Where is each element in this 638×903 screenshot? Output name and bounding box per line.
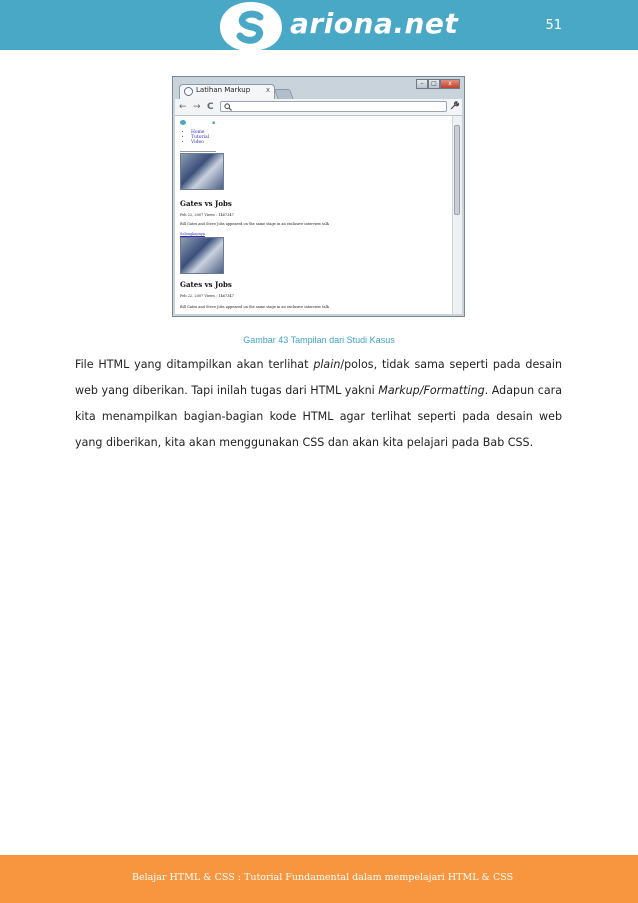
page-menu-item: • Video xyxy=(191,140,209,145)
maximize-icon: □ xyxy=(428,79,440,89)
page-divider xyxy=(180,151,216,152)
page-logo-icon xyxy=(180,120,186,125)
page-header xyxy=(0,0,638,50)
footer-text: Belajar HTML & CSS : Tutorial Fundamental dalam mempelajari HTML & CSS xyxy=(132,872,514,883)
paragraph-text: . Adapun cara kita menampilkan bagian-bagian kode HTML agar terlihat seperti pada desain web yang diberikan, kita akan menggunakan CSS dan akan kita pelajari pada Bab CSS. xyxy=(75,384,562,449)
paragraph-emphasis: Markup/Formatting xyxy=(378,384,485,397)
paragraph-emphasis: plain xyxy=(313,358,341,371)
article-image xyxy=(180,237,224,274)
article-summary: Bill Gates and Steve Jobs appeared on the same stage in an exclusive interview talk xyxy=(180,222,329,226)
back-icon: ← xyxy=(179,102,187,112)
page-footer xyxy=(0,855,638,903)
browser-screenshot xyxy=(172,76,465,317)
chat-bubble-logo-icon xyxy=(216,0,286,58)
page-header-mark: ▪ xyxy=(212,120,216,126)
viewport-scrollbar xyxy=(452,116,462,314)
paragraph-text: /polos, tidak sama seperti pada desain web yang diberikan. Tapi inilah tugas dari HTML yakni xyxy=(75,358,562,397)
forward-icon: → xyxy=(193,102,201,112)
reload-icon: C xyxy=(207,102,214,112)
search-icon xyxy=(224,103,232,111)
window-controls xyxy=(416,79,460,89)
tab-title: Latihan Markup xyxy=(196,86,251,94)
article-meta: Feb 22, 2007 Views : 1467347 xyxy=(180,213,234,217)
wrench-icon xyxy=(450,101,459,110)
article-title: Gates vs Jobs xyxy=(180,199,232,208)
page-menu-item: • Tutorial xyxy=(191,135,209,140)
tab-close-icon: x xyxy=(265,86,270,94)
browser-tab xyxy=(179,84,275,99)
article-title: Gates vs Jobs xyxy=(180,280,232,289)
browser-titlebar xyxy=(173,77,464,99)
browser-viewport xyxy=(175,116,462,314)
figure-caption: Gambar 43 Tampilan dari Studi Kasus xyxy=(243,335,395,345)
address-bar xyxy=(220,101,447,112)
paragraph-text: File HTML yang ditampilkan akan terlihat xyxy=(75,358,314,371)
page-menu xyxy=(183,130,209,145)
logo-text: ariona.net xyxy=(290,7,459,40)
article-meta: Feb 22, 2007 Views : 1467347 xyxy=(180,294,234,298)
article-image xyxy=(180,153,224,190)
close-icon: x xyxy=(440,79,460,89)
page-menu-item: • Home xyxy=(191,130,209,135)
article-summary: Bill Gates and Steve Jobs appeared on the same stage in an exclusive interview talk xyxy=(180,305,329,309)
scrollbar-thumb xyxy=(454,125,460,215)
site-logo xyxy=(216,0,459,58)
minimize-icon: – xyxy=(416,79,428,89)
chrome-icon xyxy=(184,87,193,96)
body-paragraph xyxy=(75,352,562,456)
browser-toolbar xyxy=(175,99,462,116)
page-number: 51 xyxy=(545,18,562,33)
article-link: Selengkapnya xyxy=(180,232,205,236)
